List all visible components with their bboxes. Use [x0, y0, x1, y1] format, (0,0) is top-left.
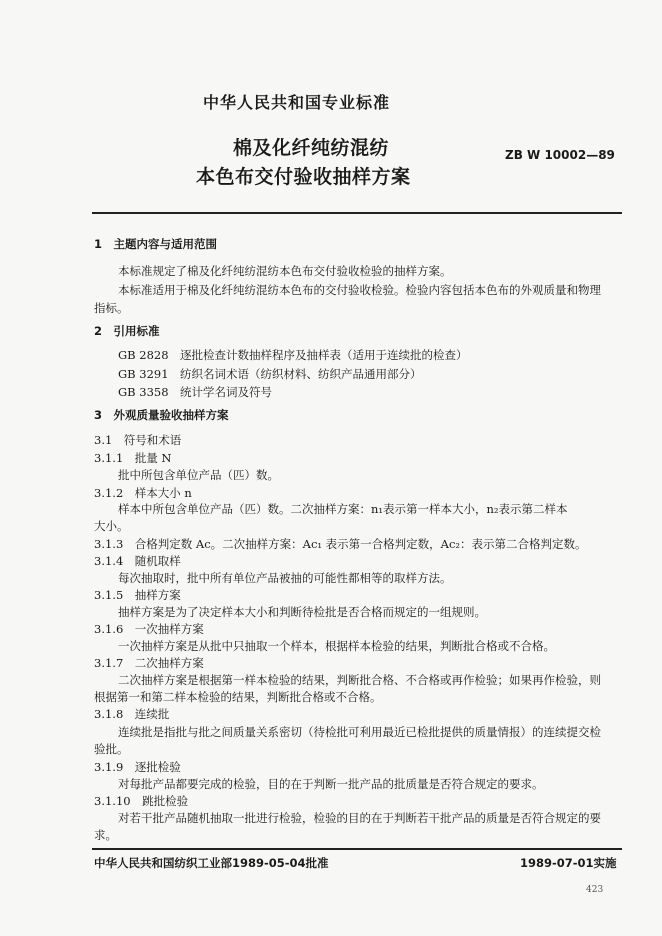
clause-text: 二次抽样方案是根据第一样本检验的结果，判断批合格、不合格或再作检验；如果再作检验，则	[118, 673, 601, 687]
approval-line: 中华人民共和国纺织工业部1989-05-04批准	[94, 856, 329, 870]
document-title-line1: 棉及化纤纯纺混纺	[233, 137, 390, 159]
standard-code: ZB W 10002—89	[505, 148, 615, 162]
page-number: 423	[586, 885, 604, 895]
clause-heading: 3.1.6 一次抽样方案	[94, 622, 204, 636]
clause-heading: 3.1.2 样本大小 n	[94, 486, 192, 500]
clause-heading: 3.1.7 二次抽样方案	[94, 656, 204, 670]
effective-date: 1989-07-01实施	[520, 856, 617, 870]
clause-text: 抽样方案是为了决定样本大小和判断待检批是否合格而规定的一组规则。	[118, 605, 486, 619]
clause-text: 根据第一和第二样本检验的结果，判断批合格或不合格。	[94, 690, 382, 704]
reference-item: GB 3291 纺织名词术语（纺织材料、纺织产品通用部分）	[118, 367, 422, 381]
clause-heading: 3.1 符号和术语	[94, 433, 182, 447]
clause-text: 对若干批产品随机抽取一批进行检验，检验的目的在于判断若干批产品的质量是否符合规定的要	[118, 811, 601, 825]
reference-item: GB 3358 统计学名词及符号	[118, 385, 273, 399]
clause-text: 求。	[94, 828, 117, 842]
footer-rule	[92, 848, 622, 850]
section-1-paragraph: 本标准适用于棉及化纤纯纺混纺本色布的交付验收检验。检验内容包括本色布的外观质量和物理	[118, 283, 601, 297]
clause-text: 对每批产品都要完成的检验，目的在于判断一批产品的批质量是否符合规定的要求。	[118, 777, 544, 791]
clause-text: 批中所包含单位产品（匹）数。	[118, 468, 279, 482]
clause-heading: 3.1.5 抽样方案	[94, 588, 181, 602]
section-1-paragraph: 指标。	[94, 301, 129, 315]
clause-heading: 3.1.4 随机取样	[94, 554, 181, 568]
header-rule	[92, 212, 622, 214]
clause-text: 大小。	[94, 519, 129, 533]
clause-text: 一次抽样方案是从批中只抽取一个样本，根据样本检验的结果，判断批合格或不合格。	[118, 639, 555, 653]
clause-heading: 3.1.8 连续批	[94, 707, 170, 721]
clause-text: 3.1.3 合格判定数 Ac。二次抽样方案：Ac₁ 表示第一合格判定数，Ac₂：表示第二合格判定数。	[94, 537, 587, 551]
clause-heading: 3.1.1 批量 N	[94, 451, 172, 465]
section-3-heading: 3 外观质量验收抽样方案	[94, 408, 229, 422]
section-1-paragraph: 本标准规定了棉及化纤纯纺混纺本色布交付验收检验的抽样方案。	[118, 264, 452, 278]
clause-heading: 3.1.9 逐批检验	[94, 760, 181, 774]
clause-text: 样本中所包含单位产品（匹）数。二次抽样方案：n₁表示第一样本大小，n₂表示第二样本	[118, 502, 568, 516]
clause-text: 验批。	[94, 742, 129, 756]
standard-category: 中华人民共和国专业标准	[203, 93, 391, 112]
section-2-heading: 2 引用标准	[94, 324, 160, 338]
reference-item: GB 2828 逐批检查计数抽样程序及抽样表（适用于连续批的检查）	[118, 348, 468, 362]
clause-heading: 3.1.10 跳批检验	[94, 794, 189, 808]
clause-text: 连续批是指批与批之间质量关系密切（待检批可利用最近已检批提供的质量情报）的连续提交检	[118, 725, 601, 739]
section-1-heading: 1 主题内容与适用范围	[94, 237, 218, 251]
document-title-line2: 本色布交付验收抽样方案	[196, 166, 411, 188]
clause-text: 每次抽取时，批中所有单位产品被抽的可能性都相等的取样方法。	[118, 571, 452, 585]
